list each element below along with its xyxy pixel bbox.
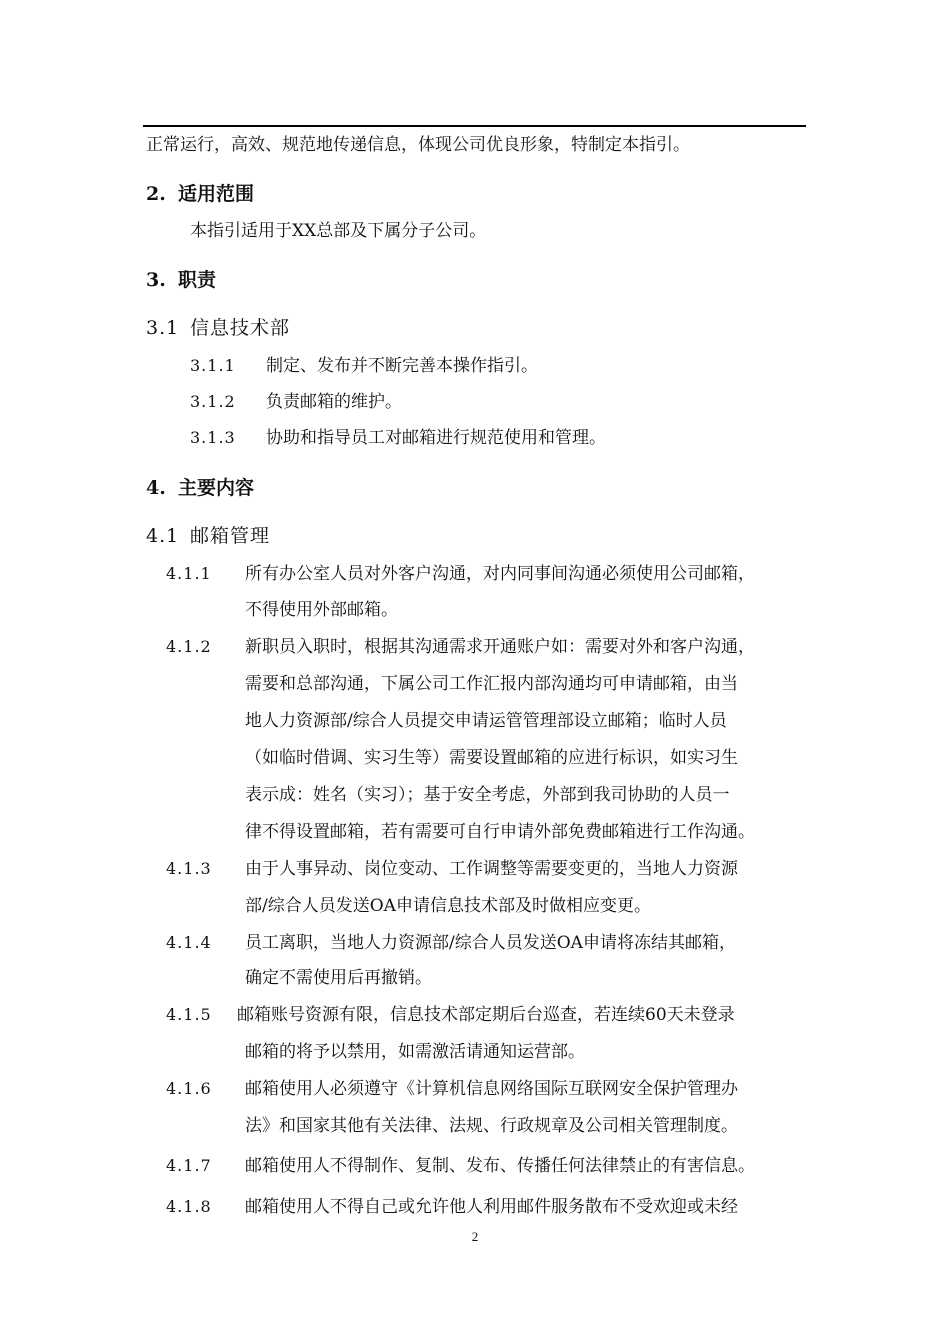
section-2-title: 适用范围	[178, 183, 255, 205]
item-number: 3.1.2	[190, 392, 236, 411]
item-line: 邮箱使用人必须遵守《计算机信息网络国际互联网安全保护管理办	[245, 1079, 738, 1099]
item-text: 负责邮箱的维护。	[266, 392, 402, 412]
item-line: 邮箱账号资源有限，信息技术部定期后台巡查，若连续60天未登录	[237, 1005, 735, 1025]
item-line: 需要和总部沟通，下属公司工作汇报内部沟通均可申请邮箱，由当	[245, 674, 738, 694]
item-line: 新职员入职时，根据其沟通需求开通账户如：需要对外和客户沟通，	[245, 637, 755, 657]
item-number: 4.1.6	[166, 1079, 212, 1098]
item-number: 4.1.1	[166, 564, 212, 583]
intro-line: 正常运行，高效、规范地传递信息，体现公司优良形象，特制定本指引。	[146, 135, 690, 155]
item-number: 3.1.1	[190, 356, 236, 375]
item-text: 协助和指导员工对邮箱进行规范使用和管理。	[266, 428, 606, 448]
item-number: 3.1.3	[190, 428, 236, 447]
section-4-number: 4.	[146, 477, 166, 499]
item-number: 4.1.5	[166, 1005, 212, 1024]
item-line: 表示成：姓名（实习）；基于安全考虑，外部到我司协助的人员一	[245, 785, 730, 805]
page-number: 2	[471, 1229, 479, 1244]
item-line: 不得使用外部邮箱。	[245, 600, 398, 620]
section-4-title: 主要内容	[178, 477, 255, 499]
section-2-body: 本指引适用于XX总部及下属分子公司。	[190, 221, 487, 241]
item-line: 邮箱使用人不得自己或允许他人利用邮件服务散布不受欢迎或未经	[245, 1197, 738, 1217]
item-line: （如临时借调、实习生等）需要设置邮箱的应进行标识，如实习生	[245, 748, 738, 768]
section-3-1-title: 信息技术部	[190, 317, 291, 339]
item-line: 员工离职，当地人力资源部/综合人员发送OA申请将冻结其邮箱，	[245, 933, 736, 953]
section-3-title: 职责	[178, 269, 217, 291]
item-number: 4.1.2	[166, 637, 212, 656]
section-4-1-title: 邮箱管理	[190, 525, 271, 547]
item-line: 地人力资源部/综合人员提交申请运管管理部设立邮箱；临时人员	[245, 711, 727, 731]
item-line: 法》和国家其他有关法律、法规、行政规章及公司相关管理制度。	[245, 1116, 738, 1136]
header-rule	[143, 125, 806, 127]
item-number: 4.1.8	[166, 1197, 212, 1216]
section-3-number: 3.	[146, 269, 166, 291]
item-number: 4.1.3	[166, 859, 212, 878]
item-line: 邮箱的将予以禁用，如需激活请通知运营部。	[245, 1042, 585, 1062]
section-2-number: 2.	[146, 183, 166, 205]
item-line: 由于人事异动、岗位变动、工作调整等需要变更的，当地人力资源	[245, 859, 738, 879]
item-text: 制定、发布并不断完善本操作指引。	[266, 356, 538, 376]
section-4-1-number: 4.1	[146, 525, 180, 547]
item-number: 4.1.4	[166, 933, 212, 952]
item-line: 邮箱使用人不得制作、复制、发布、传播任何法律禁止的有害信息。	[245, 1156, 755, 1176]
item-line: 部/综合人员发送OA申请信息技术部及时做相应变更。	[245, 896, 651, 916]
item-line: 所有办公室人员对外客户沟通，对内同事间沟通必须使用公司邮箱，	[245, 564, 755, 584]
section-3-1-number: 3.1	[146, 317, 180, 339]
item-line: 律不得设置邮箱，若有需要可自行申请外部免费邮箱进行工作沟通。	[245, 822, 755, 842]
item-number: 4.1.7	[166, 1156, 212, 1175]
item-line: 确定不需使用后再撤销。	[245, 968, 432, 988]
